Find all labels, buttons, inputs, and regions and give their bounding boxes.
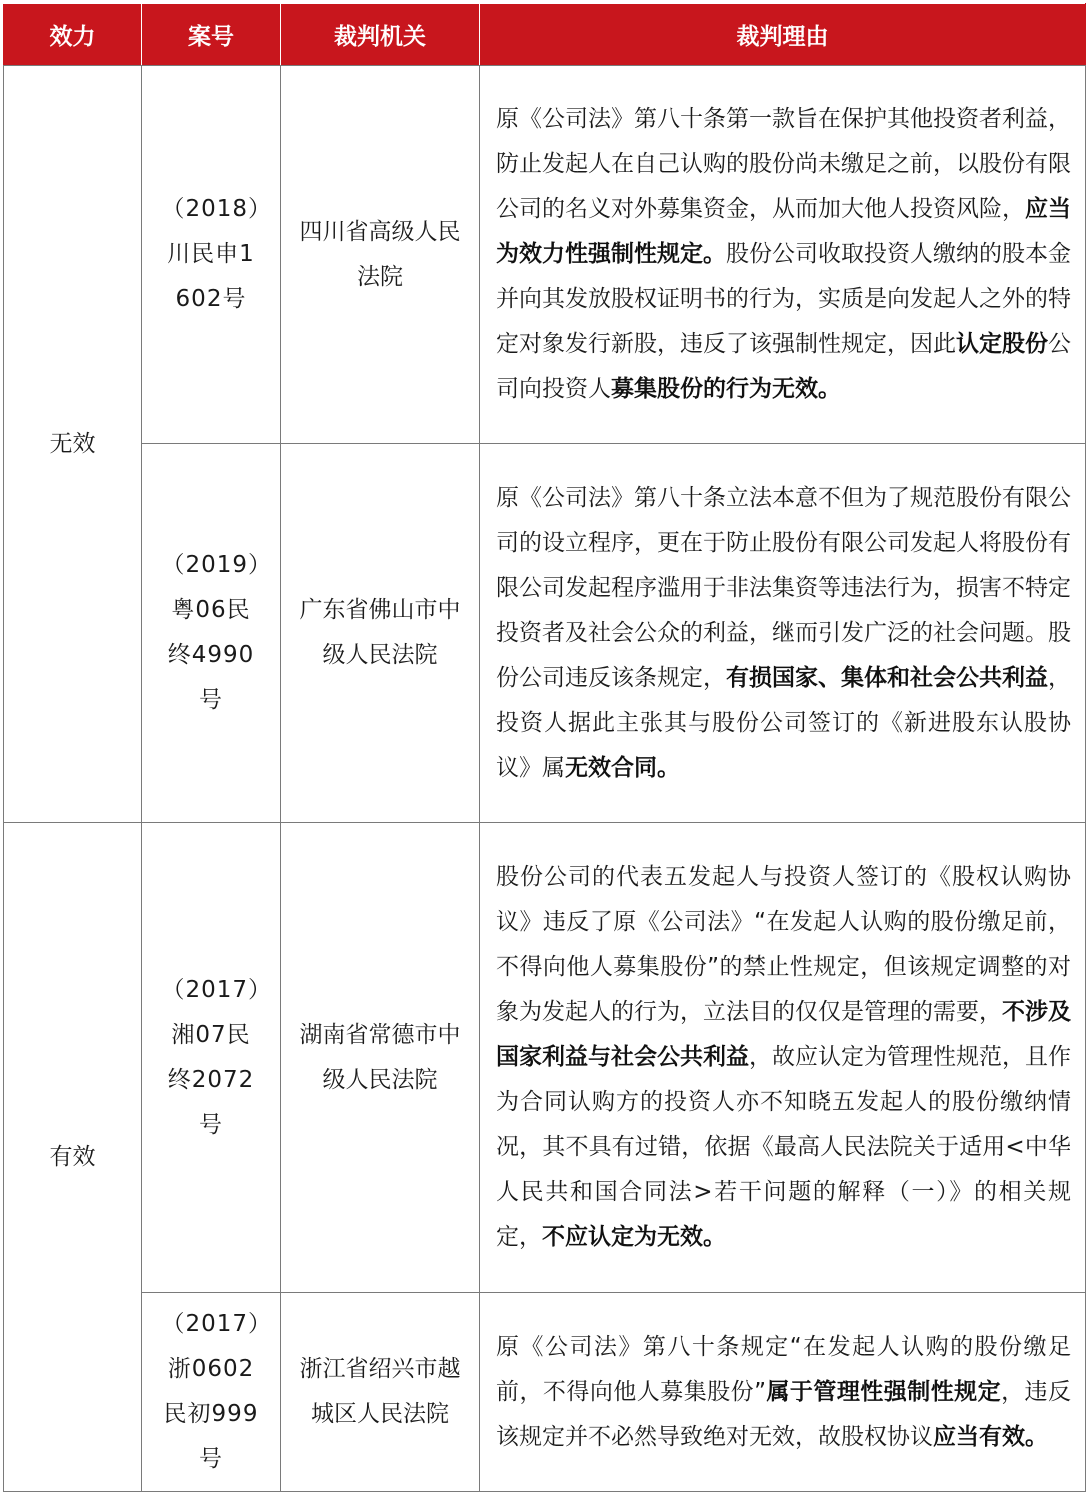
judgment-reason [480,823,1086,1293]
effect-cell-invalid: 无效 [4,66,142,823]
reason-emphasis: 应当为效力性强制性规定。 [496,196,1071,267]
reason-text: 原《公司法》第八十条规定“在发起人认购的股份缴足前，不得向他人募集股份” [496,1333,1071,1405]
reason-emphasis: 有损国家、集体和社会公共利益 [726,664,1048,691]
reason-text: ，故应认定为管理性规范，且作为合同认购方的投资人亦不知晓五发起人的股份缴纳情况，其不具有过错，依据《最高人民法院关于适用<中华人民共和国合同法>若干问题的解释（一）》的相关规定， [496,1044,1071,1250]
header-case-no: 案号 [142,4,281,66]
reason-text: 股份公司的代表五发起人与投资人签订的《股权认购协议》违反了原《公司法》“在发起人认购的股份缴足前，不得向他人募集股份”的禁止性规定，但该规定调整的对象为发起人的行为，立法目的仅仅是管理的需要， [496,864,1071,1025]
case-number: （2018）川民申1602号 [142,66,281,444]
court-name: 四川省高级人民法院 [281,66,480,444]
reason-text: ，投资人据此主张其与股份公司签订的《新进股东认股协议》属 [496,664,1071,781]
judgment-reason [480,66,1086,444]
court-name: 湖南省常德市中级人民法院 [281,823,480,1293]
table-row [4,66,1086,444]
reason-emphasis: 不应认定为无效。 [542,1224,726,1250]
case-number: （2019）粤06民终4990号 [142,444,281,823]
reason-text: 股份公司收取投资人缴纳的股本金并向其发放股权证明书的行为，实质是向发起人之外的特定对象发行新股，违反了该强制性规定，因此 [496,241,1071,357]
header-effect: 效力 [4,4,142,66]
judgment-reason [480,1293,1086,1492]
reason-emphasis: 无效合同。 [565,754,680,781]
header-reason: 裁判理由 [480,4,1086,66]
reason-text: 公司向投资人 [496,331,1071,402]
reason-text: ，违反该规定并不必然导致绝对无效，故股权协议 [496,1378,1072,1450]
table-row [4,823,1086,1293]
table-row [4,444,1086,823]
case-number: （2017）浙0602民初999号 [142,1293,281,1492]
judgment-reason [480,444,1086,823]
effect-cell-valid: 有效 [4,823,142,1492]
table-row [4,1293,1086,1492]
reason-emphasis: 应当有效。 [933,1423,1048,1450]
reason-emphasis: 募集股份的行为无效。 [611,376,841,402]
reason-text: 原《公司法》第八十条第一款旨在保护其他投资者利益，防止发起人在自己认购的股份尚未缴足之前，以股份有限公司的名义对外募集资金，从而加大他人投资风险， [496,106,1071,222]
header-court: 裁判机关 [281,4,480,66]
judgment-table [3,3,1086,1492]
reason-text: 原《公司法》第八十条立法本意不但为了规范股份有限公司的设立程序，更在于防止股份有限公司发起人将股份有限公司发起程序滥用于非法集资等违法行为，损害不特定投资者及社会公众的利益，继而引发广泛的社会问题。股份公司违反该条规定， [496,484,1071,691]
case-number: （2017）湘07民终2072号 [142,823,281,1293]
reason-emphasis: 不涉及国家利益与社会公共利益 [496,999,1071,1070]
reason-emphasis: 属于管理性强制性规定 [766,1378,1002,1405]
court-name: 广东省佛山市中级人民法院 [281,444,480,823]
header-row [4,4,1086,66]
court-name: 浙江省绍兴市越城区人民法院 [281,1293,480,1492]
reason-emphasis: 认定股份 [956,331,1048,357]
